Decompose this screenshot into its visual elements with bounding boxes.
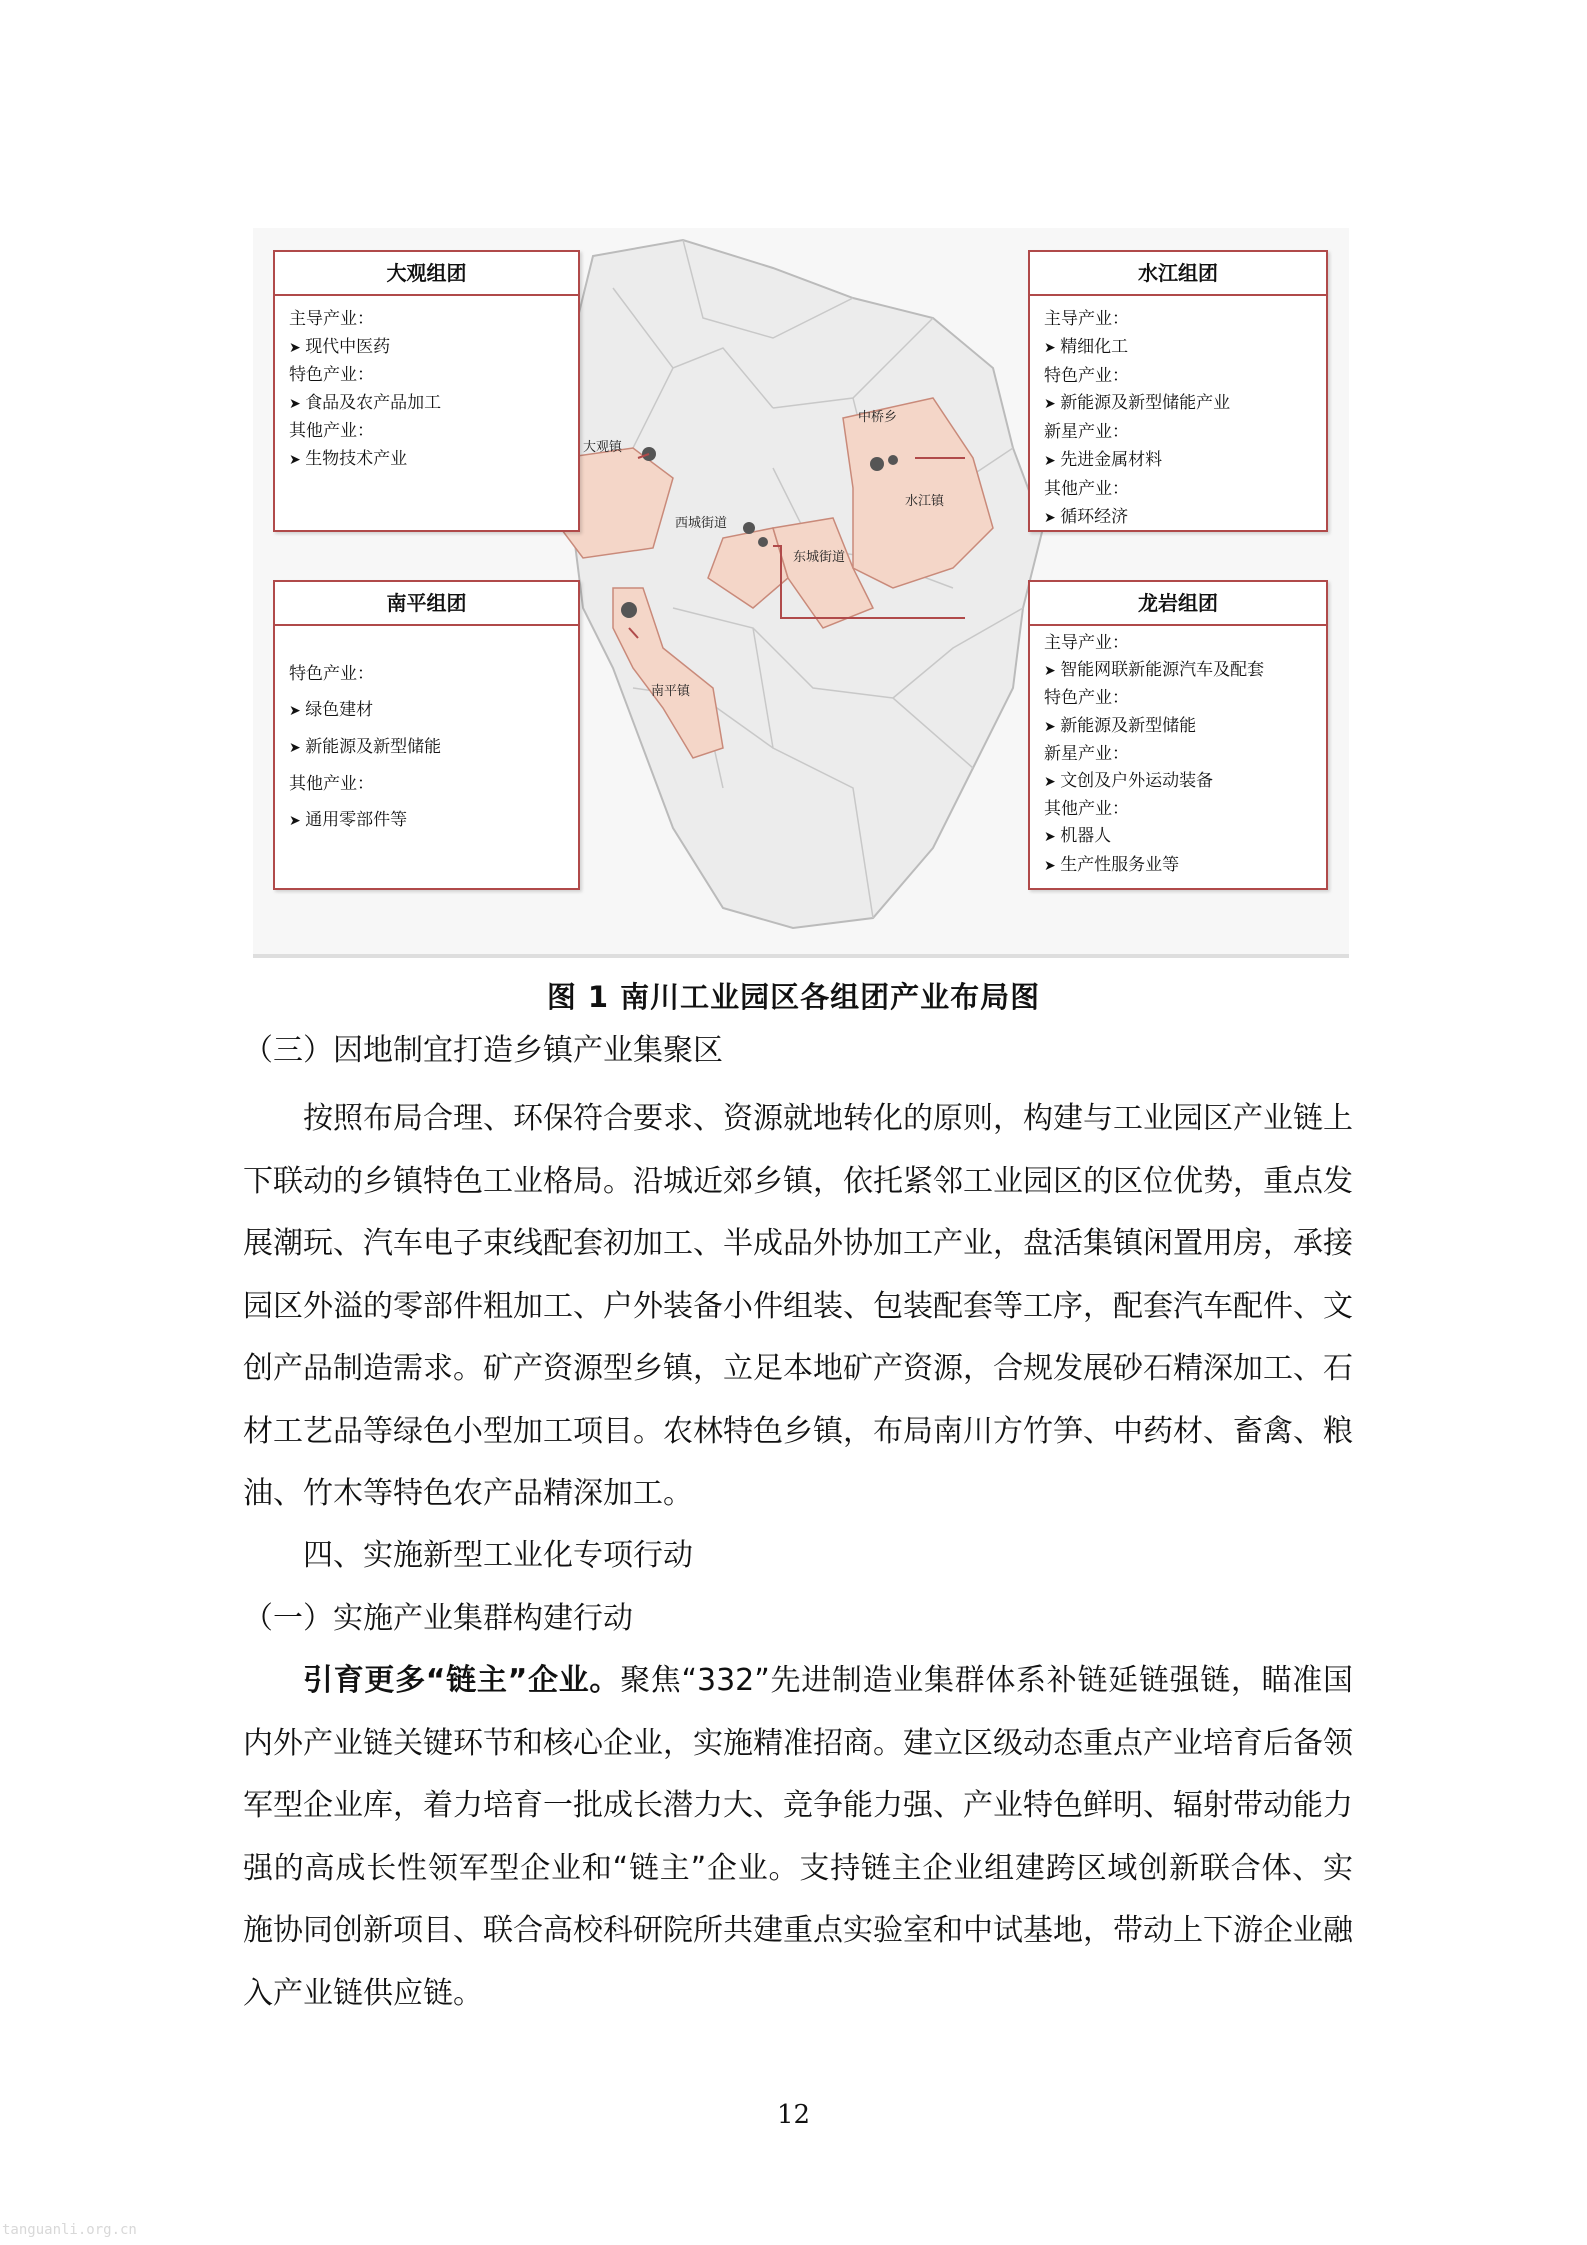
figure-caption: 图 1 南川工业园区各组团产业布局图	[546, 980, 1041, 1014]
industry-category-label: 特色产业：	[1044, 688, 1129, 709]
industry-item: ➤ 现代中医药	[289, 334, 578, 363]
industry-category-label: 主导产业：	[1044, 633, 1129, 653]
place-label-nanping: 南平镇	[651, 684, 691, 699]
industry-category-label: 新星产业：	[1044, 743, 1129, 764]
place-label-shuijiang: 水江镇	[905, 494, 945, 509]
industry-category-label: 特色产业：	[289, 664, 374, 684]
paragraph-lead-phrase: 引育更多“链主”企业。	[303, 1663, 621, 1698]
section-heading-4: 四、实施新型工业化专项行动	[303, 1538, 693, 1573]
industry-category-label: 特色产业：	[1044, 365, 1129, 386]
industry-category-label: 其他产业：	[289, 421, 374, 441]
industry-item: ➤ 精细化工	[1044, 334, 1326, 363]
cluster-title: 大观组团	[275, 252, 578, 296]
section-heading-4-1: （一）实施产业集群构建行动	[243, 1601, 633, 1636]
place-label-zhongqiao: 中桥乡	[858, 410, 898, 425]
watermark: tanguanli.org.cn	[2, 2222, 137, 2238]
industry-item: ➤ 通用零部件等	[289, 802, 578, 839]
place-label-daguan: 大观镇	[583, 440, 623, 455]
cluster-title: 水江组团	[1030, 252, 1326, 296]
industry-category-label: 特色产业：	[289, 365, 374, 385]
industry-item: ➤ 先进金属材料	[1044, 447, 1326, 476]
industry-item: ➤ 机器人	[1044, 823, 1326, 851]
industry-category-label: 主导产业：	[289, 309, 374, 329]
cluster-box-nanping	[273, 580, 580, 890]
cluster-lines	[1030, 626, 1326, 880]
paragraph-chain-leader-text: 聚焦“332”先进制造业集群体系补链延链强链，瞄准国内外产业链关键环节和核心企业，实施精准招商。建立区级动态重点产业培育后备领军型企业库，着力培育一批成长潜力大、竞争能力强、产业特色鲜明、辐射带动能力强的高成长性领军型企业和“链主”企业。支持链主企业组建跨区域创新联合体、实施协同创新项目、联合高校科研院所共建重点实验室和中试基地，带动上下游企业融入产业链供应链。	[243, 1663, 1353, 2011]
paragraph-chain-leader	[243, 1650, 1353, 2025]
industry-category-label: 新星产业：	[1044, 422, 1129, 443]
industry-item: ➤ 新能源及新型储能产业	[1044, 390, 1326, 419]
paragraph-township-industry: 按照布局合理、环保符合要求、资源就地转化的原则，构建与工业园区产业链上下联动的乡镇特色工业格局。沿城近郊乡镇，依托紧邻工业园区的区位优势，重点发展潮玩、汽车电子束线配套初加工、半成品外协加工产业，盘活集镇闲置用房，承接园区外溢的零部件粗加工、户外装备小件组装、包装配套等工序，配套汽车配件、文创产品制造需求。矿产资源型乡镇，立足本地矿产资源，合规发展砂石精深加工、石材工艺品等绿色小型加工项目。农林特色乡镇，布局南川方竹笋、中药材、畜禽、粮油、竹木等特色农产品精深加工。	[243, 1101, 1353, 1511]
industry-item: ➤ 文创及户外运动装备	[1044, 768, 1326, 796]
industry-layout-figure	[253, 228, 1349, 958]
section-heading-3: （三）因地制宜打造乡镇产业集聚区	[243, 1033, 723, 1068]
industry-category-label: 其他产业：	[1044, 799, 1129, 820]
industry-item: ➤ 循环经济	[1044, 504, 1326, 533]
industry-item: ➤ 食品及农产品加工	[289, 390, 578, 419]
place-label-xicheng: 西城街道	[675, 516, 728, 531]
place-label-dongcheng: 东城街道	[793, 550, 846, 565]
cluster-box-daguan	[273, 250, 580, 532]
cluster-title: 南平组团	[275, 582, 578, 626]
industry-item: ➤ 生物技术产业	[289, 446, 578, 475]
page-number: 12	[776, 2100, 811, 2130]
industry-item: ➤ 生产性服务业等	[1044, 852, 1326, 880]
industry-category-label: 主导产业：	[1044, 309, 1129, 329]
cluster-lines	[1030, 296, 1326, 532]
industry-category-label: 其他产业：	[1044, 478, 1129, 499]
cluster-lines	[275, 296, 578, 474]
industry-item: ➤ 绿色建材	[289, 692, 578, 729]
industry-category-label: 其他产业：	[289, 774, 374, 794]
cluster-box-shuijiang	[1028, 250, 1328, 532]
industry-item: ➤ 新能源及新型储能	[289, 729, 578, 766]
cluster-box-longyan	[1028, 580, 1328, 890]
industry-item: ➤ 智能网联新能源汽车及配套	[1044, 657, 1326, 685]
cluster-lines	[275, 626, 578, 839]
industry-item: ➤ 新能源及新型储能	[1044, 713, 1326, 741]
cluster-title: 龙岩组团	[1030, 582, 1326, 626]
